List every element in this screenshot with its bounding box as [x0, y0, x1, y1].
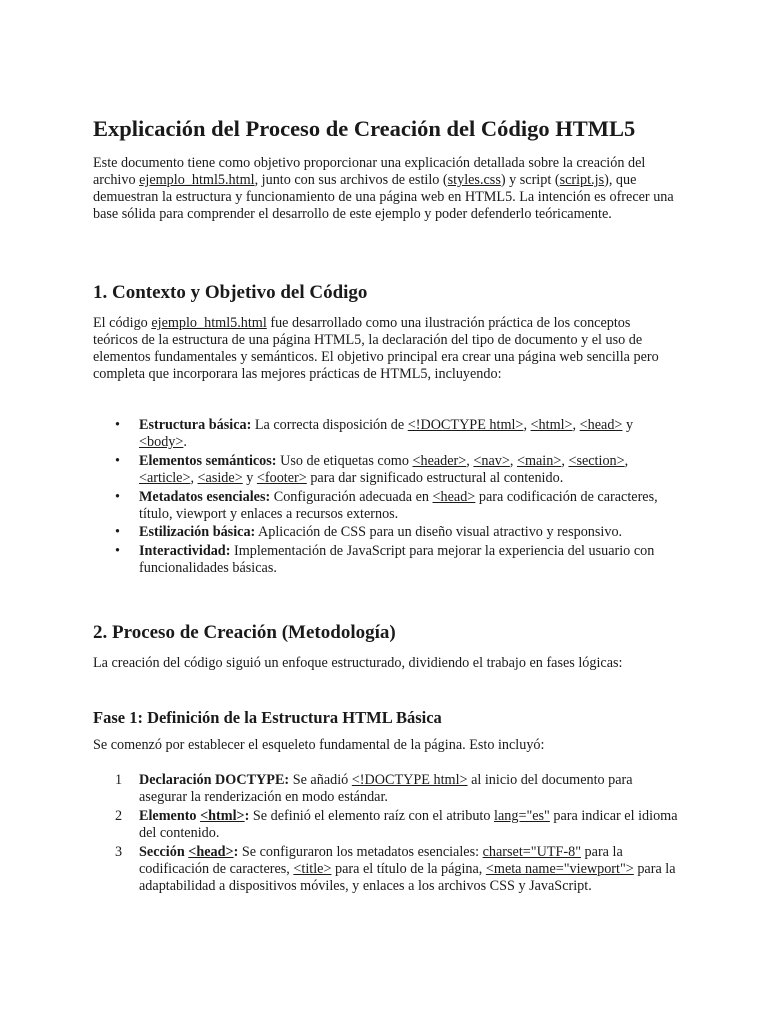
list-item: • Interactividad: Implementación de JavaScript para mejorar la experiencia del usuario con funcionalidades básicas.: [115, 543, 655, 577]
bullet-marker: •: [115, 452, 120, 469]
item-label: Metadatos esenciales:: [139, 488, 271, 505]
item-label: Elementos semánticos:: [139, 452, 277, 469]
file-link-html[interactable]: ejemplo_html5.html: [151, 315, 267, 331]
bullet-marker: •: [115, 524, 120, 541]
intro-text-2: , junto con sus archivos de estilo (: [254, 172, 448, 189]
intro-paragraph: [93, 155, 678, 223]
intro-text-3: ) y script (: [500, 172, 560, 189]
section-2-heading: 2. Proceso de Creación (Metodología): [93, 622, 396, 643]
code-ref: <meta name="viewport">: [485, 860, 634, 877]
code-ref: <header>: [412, 452, 467, 469]
item-label: Interactividad:: [139, 543, 231, 560]
step-number: 3: [115, 843, 123, 860]
code-ref: <aside>: [197, 469, 243, 486]
code-ref: <body>: [139, 434, 184, 451]
item-label: Declaración DOCTYPE:: [139, 772, 290, 788]
code-ref: <nav>: [473, 452, 510, 469]
code-ref: <!DOCTYPE html>: [407, 417, 524, 433]
intro-text-4: ), que demuestran la estructura y funcionamiento de una página web en HTML5. La intención es ofrecer una base sólida para comprender el desarrollo de este ejemplo y poder defenderlo teóricamente.: [93, 172, 674, 223]
list-item: • Estructura básica: La correcta disposición de <!DOCTYPE html>, <html>, <head> y <body>.: [115, 417, 634, 451]
item-label: Sección <head>:: [139, 843, 239, 860]
code-ref: <head>: [432, 488, 476, 505]
section-2-intro: La creación del código siguió un enfoque estructurado, dividiendo el trabajo en fases lógicas:: [93, 655, 623, 671]
list-item: 3 Sección <head>: Se configuraron los metadatos esenciales: charset="UTF-8" para la codificación de caracteres, <title> para el título de la página, <meta name="viewport"> para la adaptabilidad a dispositivos móviles, y enlaces a los archivos CSS y JavaScript.: [115, 843, 676, 894]
step-number: 2: [115, 807, 123, 824]
bullet-marker: •: [115, 417, 120, 433]
phase-1-steps: [93, 772, 678, 896]
code-ref: <section>: [568, 452, 625, 469]
code-ref: <footer>: [256, 469, 307, 486]
file-link-js[interactable]: script.js: [559, 172, 605, 189]
document-title: Explicación del Proceso de Creación del Código HTML5: [93, 116, 636, 141]
phase-1-heading: Fase 1: Definición de la Estructura HTML Básica: [93, 708, 442, 727]
code-ref: <article>: [139, 469, 191, 486]
bullet-marker: •: [115, 543, 120, 560]
bullet-marker: •: [115, 488, 120, 505]
item-label: Elemento <html>:: [139, 807, 250, 824]
list-item: • Elementos semánticos: Uso de etiquetas como <header>, <nav>, <main>, <section>, <article>, <aside> y <footer> para dar significado estructural al contenido.: [115, 452, 629, 486]
code-ref: <title>: [293, 860, 332, 877]
section-1-text-2: fue desarrollado como una ilustración práctica de los conceptos teóricos de la estructura de una página HTML5, la declaración del tipo de documento y el uso de elementos fundamentales y semánticos. El objetivo principal era crear una página web sencilla pero completa que incorporara las mejores prácticas de HTML5, incluyendo:: [93, 315, 659, 383]
item-label: Estilización básica:: [139, 524, 256, 541]
intro-text-1: Este documento tiene como objetivo proporcionar una explicación detallada sobre la creación del archivo: [93, 155, 646, 189]
section-1-paragraph: [93, 315, 678, 383]
objectives-list: [93, 417, 678, 579]
code-ref: charset="UTF-8": [482, 843, 581, 860]
code-ref: <head>: [579, 417, 623, 433]
section-1-text-1: El código: [93, 315, 152, 331]
list-item: 2 Elemento <html>: Se definió el elemento raíz con el atributo lang="es" para indicar el idioma del contenido.: [115, 807, 678, 841]
step-number: 1: [115, 772, 123, 788]
list-item: • Estilización básica: Aplicación de CSS para un diseño visual atractivo y responsivo.: [115, 524, 623, 541]
code-ref: lang="es": [494, 807, 550, 824]
item-label: Estructura básica:: [139, 417, 252, 433]
phase-1-intro: Se comenzó por establecer el esqueleto fundamental de la página. Esto incluyó:: [93, 737, 545, 753]
file-link-html[interactable]: ejemplo_html5.html: [139, 172, 255, 189]
code-ref: <main>: [516, 452, 562, 469]
section-1-heading: 1. Contexto y Objetivo del Código: [93, 282, 368, 303]
code-ref: <html>: [530, 417, 573, 433]
code-ref: <!DOCTYPE html>: [351, 772, 468, 788]
list-item: 1 Declaración DOCTYPE: Se añadió <!DOCTYPE html> al inicio del documento para asegurar la renderización en modo estándar.: [115, 772, 633, 806]
file-link-css[interactable]: styles.css: [447, 172, 501, 189]
list-item: • Metadatos esenciales: Configuración adecuada en <head> para codificación de caracteres, título, viewport y enlaces a recursos externos.: [115, 488, 658, 522]
